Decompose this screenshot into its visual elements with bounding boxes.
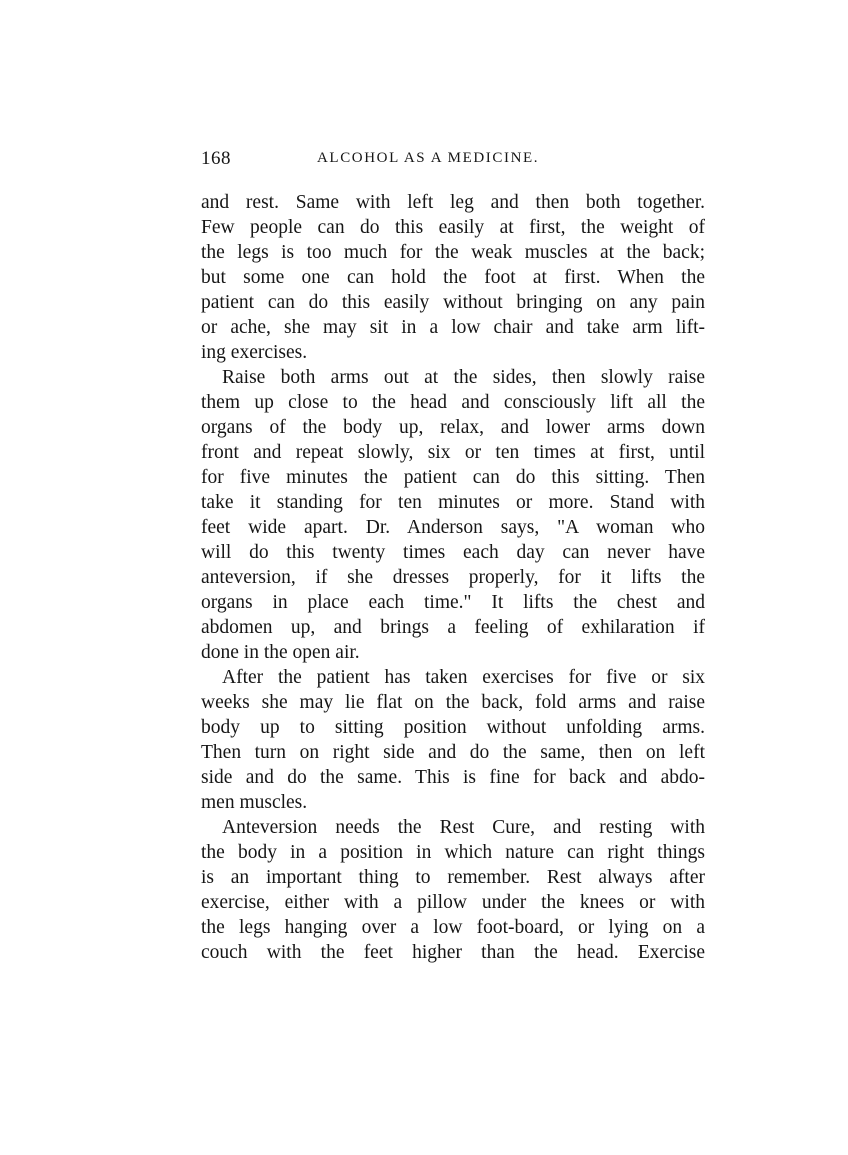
text-line: the legs is too much for the weak muscles at the back;	[201, 242, 705, 263]
text-line: Then turn on right side and do the same, then on left	[201, 742, 705, 763]
text-line: for five minutes the patient can do this sitting. Then	[201, 467, 705, 488]
page-header	[201, 148, 705, 174]
text-line: is an important thing to remember. Rest always after	[201, 867, 705, 888]
page-number: 168	[201, 148, 231, 169]
text-line: done in the open air.	[201, 642, 360, 663]
text-line: Anteversion needs the Rest Cure, and resting with	[222, 817, 705, 838]
text-line: side and do the same. This is fine for back and abdo-	[201, 767, 705, 788]
text-line: Few people can do this easily at first, the weight of	[201, 217, 705, 238]
text-line: or ache, she may sit in a low chair and take arm lift-	[201, 317, 705, 338]
text-line: body up to sitting position without unfolding arms.	[201, 717, 705, 738]
text-line: patient can do this easily without bringing on any pain	[201, 292, 705, 313]
running-title: ALCOHOL AS A MEDICINE.	[317, 150, 540, 166]
text-line: weeks she may lie flat on the back, fold arms and raise	[201, 692, 705, 713]
text-line: abdomen up, and brings a feeling of exhilaration if	[201, 617, 705, 638]
text-line: men muscles.	[201, 792, 308, 813]
text-line: them up close to the head and consciously lift all the	[201, 392, 705, 413]
text-line: couch with the feet higher than the head. Exercise	[201, 942, 705, 963]
body-text	[201, 190, 705, 965]
text-line: will do this twenty times each day can never have	[201, 542, 705, 563]
text-line: and rest. Same with left leg and then both together.	[201, 192, 705, 213]
text-line: Raise both arms out at the sides, then slowly raise	[222, 367, 705, 388]
text-line: take it standing for ten minutes or more. Stand with	[201, 492, 705, 513]
text-line: organs in place each time." It lifts the chest and	[201, 592, 705, 613]
text-line: organs of the body up, relax, and lower arms down	[201, 417, 705, 438]
text-line: but some one can hold the foot at first. When the	[201, 267, 705, 288]
text-line: exercise, either with a pillow under the knees or with	[201, 892, 705, 913]
text-line: the legs hanging over a low foot-board, or lying on a	[201, 917, 705, 938]
text-line: ing exercises.	[201, 342, 308, 363]
text-line: After the patient has taken exercises for five or six	[222, 667, 705, 688]
text-line: anteversion, if she dresses properly, for it lifts the	[201, 567, 705, 588]
text-line: front and repeat slowly, six or ten times at first, until	[201, 442, 705, 463]
text-line: the body in a position in which nature can right things	[201, 842, 705, 863]
text-line: feet wide apart. Dr. Anderson says, "A woman who	[201, 517, 705, 538]
